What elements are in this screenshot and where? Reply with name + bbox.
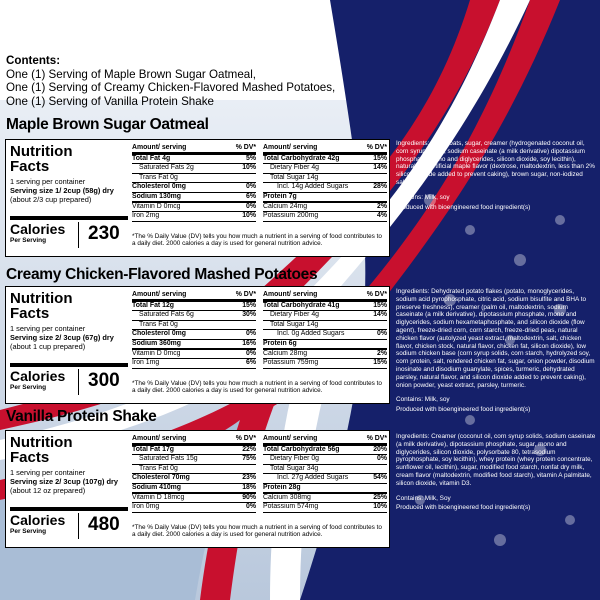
- serving-size: Serving size 2/ 3cup (107g) dry: [10, 477, 119, 486]
- calories-block: [10, 363, 128, 391]
- nutrient-dv: 75%: [242, 455, 256, 463]
- allergen-contains: Contains: Milk, soy: [396, 193, 450, 201]
- nutrient-row: [263, 174, 387, 183]
- nutrient-name: Saturated Fats 6g: [139, 311, 194, 319]
- calories-value: 300: [88, 370, 120, 391]
- dv-footnote: *The % Daily Value (DV) tells you how much a nutrient in a serving of food contributes to a daily diet. 2000 calories a day is used for general nutrition advice.: [132, 524, 382, 539]
- nutrient-name: Cholesterol 0mg: [132, 330, 186, 338]
- nutrition-heading: Nutrition: [10, 143, 73, 160]
- allergen-contains: Contains: Milk, Soy: [396, 494, 451, 502]
- nutrient-dv: 16%: [242, 339, 256, 347]
- serving-size: Serving size 1/ 2cup (58g) dry: [10, 186, 114, 195]
- calories-divider: [78, 369, 79, 395]
- nutrition-heading: Nutrition: [10, 290, 73, 307]
- nutrient-column-right: [263, 143, 387, 222]
- contents-heading: Contents:: [6, 54, 61, 67]
- nutrient-name: Calcium 28mg: [263, 349, 308, 357]
- nutrient-column-left: [132, 143, 256, 222]
- calories-divider: [78, 513, 79, 539]
- nutrient-row: [263, 359, 387, 368]
- nutrient-name: Sodium 360mg: [132, 339, 182, 347]
- nutrient-dv: 0%: [377, 330, 387, 338]
- nutrient-name: Total Carbohydrate 42g: [263, 155, 340, 162]
- nutrient-dv: 15%: [373, 155, 387, 162]
- nutrient-row: [263, 465, 387, 474]
- nutrient-row: [132, 484, 256, 494]
- nutrient-row: [263, 302, 387, 311]
- nutrient-dv: 10%: [373, 503, 387, 511]
- nutrient-row: [132, 340, 256, 350]
- nutrient-name: Total Sugar 14g: [270, 320, 319, 328]
- nutrition-facts-panel: [5, 139, 390, 257]
- nutrient-name: Total Fat 4g: [132, 155, 171, 162]
- dv-header: % DV*: [235, 435, 256, 442]
- nutrient-name: Trans Fat 0g: [139, 173, 178, 181]
- panel-left: [10, 434, 128, 535]
- nutrition-facts-panel: [5, 430, 390, 548]
- nutrient-dv: 14%: [373, 311, 387, 319]
- panel-left: [10, 290, 128, 391]
- dv-header: % DV*: [366, 291, 387, 298]
- calories-label: Calories: [10, 368, 66, 384]
- nutrient-row: [132, 212, 256, 221]
- nutrient-row: [132, 455, 256, 464]
- nutrient-name: Vitamin D 0mcg: [132, 349, 181, 357]
- nutrient-dv: 0%: [246, 349, 256, 357]
- nutrient-dv: 22%: [242, 446, 256, 453]
- ingredients-block: [396, 288, 596, 421]
- nutrient-name: Protein 7g: [263, 192, 297, 200]
- nutrient-dv: 15%: [242, 302, 256, 309]
- nutrient-row: [263, 455, 387, 464]
- nutrient-name: Potassium 759mg: [263, 359, 319, 367]
- nutrient-name: Trans Fat 0g: [139, 320, 178, 328]
- servings-per-container: 1 serving per container: [10, 177, 86, 186]
- calories-value: 230: [88, 223, 120, 244]
- nutrient-row: [132, 503, 256, 512]
- nutrient-name: Calcium 308mg: [263, 493, 311, 501]
- nutrient-row: [263, 330, 387, 339]
- nutrient-row: [263, 212, 387, 221]
- serving-size-sub: (about 12 oz prepared): [10, 486, 86, 495]
- nutrient-dv: 10%: [242, 164, 256, 172]
- nutrient-row: [132, 446, 256, 455]
- nutrient-name: Saturated Fats 2g: [139, 164, 194, 172]
- serving-size-sub: (about 1 cup prepared): [10, 342, 86, 351]
- nutrient-row: [263, 350, 387, 359]
- calories-divider: [78, 222, 79, 248]
- nutrient-name: Trans Fat 0g: [139, 464, 178, 472]
- contents-line: One (1) Serving of Creamy Chicken-Flavored Mashed Potatoes,: [6, 81, 336, 95]
- nutrient-name: Cholesterol 70mg: [132, 474, 190, 482]
- nutrient-row: [132, 203, 256, 212]
- contents-line: One (1) Serving of Maple Brown Sugar Oatmeal,: [6, 67, 257, 81]
- calories-block: [10, 216, 128, 244]
- nutrient-name: Total Fat 12g: [132, 302, 174, 309]
- nutrient-name: Protein 28g: [263, 483, 301, 491]
- nutrient-row: [263, 494, 387, 503]
- nutrient-name: Vitamin D 18mcg: [132, 493, 185, 501]
- facts-heading: Facts: [10, 449, 50, 466]
- nutrient-column-left: [132, 290, 256, 369]
- nutrient-dv: 0%: [246, 183, 256, 191]
- nutrient-row: [263, 311, 387, 320]
- nutrient-row: [132, 321, 256, 330]
- nutrient-dv: 0%: [246, 330, 256, 338]
- nutrient-dv: 15%: [373, 359, 387, 367]
- nutrient-name: Incl. 14g Added Sugars: [277, 183, 349, 191]
- product-title: Maple Brown Sugar Oatmeal: [6, 116, 209, 133]
- nutrient-dv: 20%: [373, 446, 387, 453]
- nutrient-row: [263, 203, 387, 212]
- nutrient-row: [263, 340, 387, 350]
- nutrient-name: Incl. 27g Added Sugars: [277, 474, 349, 482]
- nutrient-row: [263, 321, 387, 330]
- nutrient-name: Calcium 24mg: [263, 202, 308, 210]
- nutrient-row: [263, 503, 387, 512]
- nutrient-name: Dietary Fiber 4g: [270, 311, 320, 319]
- nutrient-dv: 30%: [242, 311, 256, 319]
- ingredients-text: Ingredients: Creamer (coconut oil, corn syrup solids, sodium caseinate (a milk derivative), dipotassium phosphate, sugar, mono and diglycerides, silicon dioxide, polysorbate 80, tetrasodium pyrophosphate, soy lecithin), whey protein (whey protein concentrate, sunflower oil, lecithin), sugar, modified food starch, nonfat dry milk, cream flavor (maltodextrin, modified food starch), vitamin A palmitate, silicon dioxide, vitamin D3.: [396, 433, 596, 487]
- nutrient-name: Total Carbohydrate 41g: [263, 302, 340, 309]
- nutrient-dv: 0%: [246, 503, 256, 511]
- nutrient-dv: 25%: [373, 493, 387, 501]
- serving-size: Serving size 2/ 3cup (67g) dry: [10, 333, 114, 342]
- nutrient-dv: 28%: [373, 183, 387, 191]
- nutrient-row: [263, 155, 387, 164]
- nutrient-row: [132, 155, 256, 164]
- nutrient-name: Potassium 200mg: [263, 212, 319, 220]
- nutrient-row: [132, 350, 256, 359]
- nutrient-row: [132, 494, 256, 503]
- ingredients-text: Ingredients: Quick oats, sugar, creamer (hydrogenated coconut oil, corn syrup solids, sodium caseinate (a milk derivative) dipotassium phosphate, mono and diglycerides, silicon dioxide, soy lecithin), natural and artificial maple flavor (dextrose, maltodextrin, less than 2% silicon dioxide added to prevent caking), brown sugar, non-iodized salt.: [396, 140, 595, 186]
- amount-header: Amount/ serving: [132, 435, 187, 442]
- dv-footnote: *The % Daily Value (DV) tells you how much a nutrient in a serving of food contributes to a daily diet. 2000 calories a day is used for general nutrition advice.: [132, 233, 382, 248]
- nutrient-dv: 6%: [246, 359, 256, 367]
- nutrient-name: Iron 1mg: [132, 359, 160, 367]
- per-serving-label: Per Serving: [10, 384, 47, 391]
- nutrition-heading: Nutrition: [10, 434, 73, 451]
- nutrient-name: Saturated Fats 15g: [139, 455, 198, 463]
- nutrient-name: Total Carbohydrate 56g: [263, 446, 340, 453]
- dv-header: % DV*: [235, 291, 256, 298]
- ingredients-block: [396, 433, 596, 519]
- nutrient-dv: 54%: [373, 474, 387, 482]
- dv-footnote: *The % Daily Value (DV) tells you how much a nutrient in a serving of food contributes to a daily diet. 2000 calories a day is used for general nutrition advice.: [132, 380, 382, 395]
- per-serving-label: Per Serving: [10, 528, 47, 535]
- nutrient-row: [263, 446, 387, 455]
- bioengineered-note: Produced with bioengineered food ingredient(s): [396, 406, 531, 414]
- dv-header: % DV*: [235, 144, 256, 151]
- nutrient-name: Protein 6g: [263, 339, 297, 347]
- calories-label: Calories: [10, 512, 66, 528]
- product-title: Vanilla Protein Shake: [6, 408, 157, 425]
- servings-per-container: 1 serving per container: [10, 324, 86, 333]
- nutrient-row: [263, 484, 387, 494]
- nutrient-dv: 10%: [242, 212, 256, 220]
- nutrient-name: Dietary Fiber 0g: [270, 455, 320, 463]
- serving-size-sub: (about 2/3 cup prepared): [10, 195, 92, 204]
- per-serving-label: Per Serving: [10, 237, 47, 244]
- nutrient-row: [263, 183, 387, 192]
- bioengineered-note: Produced with bioengineered food ingredient(s): [396, 504, 531, 512]
- nutrient-row: [132, 183, 256, 192]
- nutrient-name: Iron 2mg: [132, 212, 160, 220]
- nutrient-name: Total Sugar 14g: [270, 173, 319, 181]
- nutrient-dv: 15%: [373, 302, 387, 309]
- contents-line: One (1) Serving of Vanilla Protein Shake: [6, 94, 214, 108]
- nutrient-dv: 14%: [373, 164, 387, 172]
- nutrient-name: Sodium 410mg: [132, 483, 182, 491]
- nutrient-dv: 6%: [246, 192, 256, 200]
- bioengineered-note: Produced with bioengineered food ingredient(s): [396, 203, 531, 211]
- dv-header: % DV*: [366, 435, 387, 442]
- nutrient-row: [132, 330, 256, 339]
- servings-per-container: 1 serving per container: [10, 468, 86, 477]
- nutrient-dv: 18%: [242, 483, 256, 491]
- nutrient-name: Incl. 0g Added Sugars: [277, 330, 345, 338]
- nutrient-row: [263, 474, 387, 483]
- facts-heading: Facts: [10, 158, 50, 175]
- nutrient-row: [132, 474, 256, 483]
- dv-header: % DV*: [366, 144, 387, 151]
- nutrient-name: Dietary Fiber 4g: [270, 164, 320, 172]
- nutrient-row: [132, 164, 256, 173]
- nutrient-dv: 0%: [377, 455, 387, 463]
- nutrient-dv: 4%: [377, 212, 387, 220]
- amount-header: Amount/ serving: [132, 144, 187, 151]
- nutrient-name: Vitamin D 0mcg: [132, 202, 181, 210]
- nutrient-name: Sodium 130mg: [132, 192, 182, 200]
- nutrient-column-right: [263, 434, 387, 513]
- nutrient-row: [263, 164, 387, 173]
- calories-block: [10, 507, 128, 535]
- nutrient-column-left: [132, 434, 256, 513]
- panel-left: [10, 143, 128, 244]
- nutrient-row: [132, 193, 256, 203]
- nutrient-name: Iron 0mg: [132, 503, 160, 511]
- nutrient-row: [132, 465, 256, 474]
- nutrient-name: Cholesterol 0mg: [132, 183, 186, 191]
- nutrient-dv: 2%: [377, 202, 387, 210]
- nutrient-row: [263, 193, 387, 203]
- nutrient-row: [132, 174, 256, 183]
- calories-value: 480: [88, 514, 120, 535]
- amount-header: Amount/ serving: [263, 291, 318, 298]
- nutrient-dv: 0%: [246, 202, 256, 210]
- calories-label: Calories: [10, 221, 66, 237]
- nutrient-row: [132, 359, 256, 368]
- nutrient-dv: 23%: [242, 474, 256, 482]
- amount-header: Amount/ serving: [132, 291, 187, 298]
- nutrition-facts-panel: [5, 286, 390, 404]
- nutrient-dv: 90%: [242, 493, 256, 501]
- nutrient-dv: 5%: [246, 155, 256, 162]
- nutrient-name: Potassium 574mg: [263, 503, 319, 511]
- nutrient-row: [132, 311, 256, 320]
- nutrient-column-right: [263, 290, 387, 369]
- nutrient-name: Total Sugar 34g: [270, 464, 319, 472]
- ingredients-text: Ingredients: Dehydrated potato flakes (potato, monoglycerides, sodium acid pyrophosphate, citric acid, sodium bisulfite and BHA to preserve freshness), creamer (palm oil, maltodextrin, sodium caseinate (a milk derivative), dipotassium phosphate, mono and diglycerides, sodium hexametaphosphate, and silicon dioxide (flow agent), freeze-dried corn, corn starch, freeze-dried peas, natural chicken flavor (autolyzed yeast extract, maltodextrin, salt, chicken flavor, chicken stock, natural flavor, chicken fat, silicon dioxide), low sodium chicken base (corn syrup solids, corn starch, hydrolyzed soy, corn protein, salt, rendered chicken fat, sugar, onion powder, disodium inosinate and disodium guanylate, spices, turmeric, dehydrated parsley, natural flavor, and silicon dioxide added to prevent caking), onion powder, yeast extract, parsley, turmeric.: [396, 288, 595, 389]
- amount-header: Amount/ serving: [263, 435, 318, 442]
- amount-header: Amount/ serving: [263, 144, 318, 151]
- nutrient-dv: 2%: [377, 349, 387, 357]
- contents-block: [6, 54, 335, 108]
- facts-heading: Facts: [10, 305, 50, 322]
- ingredients-block: [396, 140, 596, 218]
- nutrient-name: Total Fat 17g: [132, 446, 174, 453]
- product-title: Creamy Chicken-Flavored Mashed Potatoes: [6, 266, 318, 283]
- allergen-contains: Contains: Milk, soy: [396, 396, 450, 404]
- nutrient-row: [132, 302, 256, 311]
